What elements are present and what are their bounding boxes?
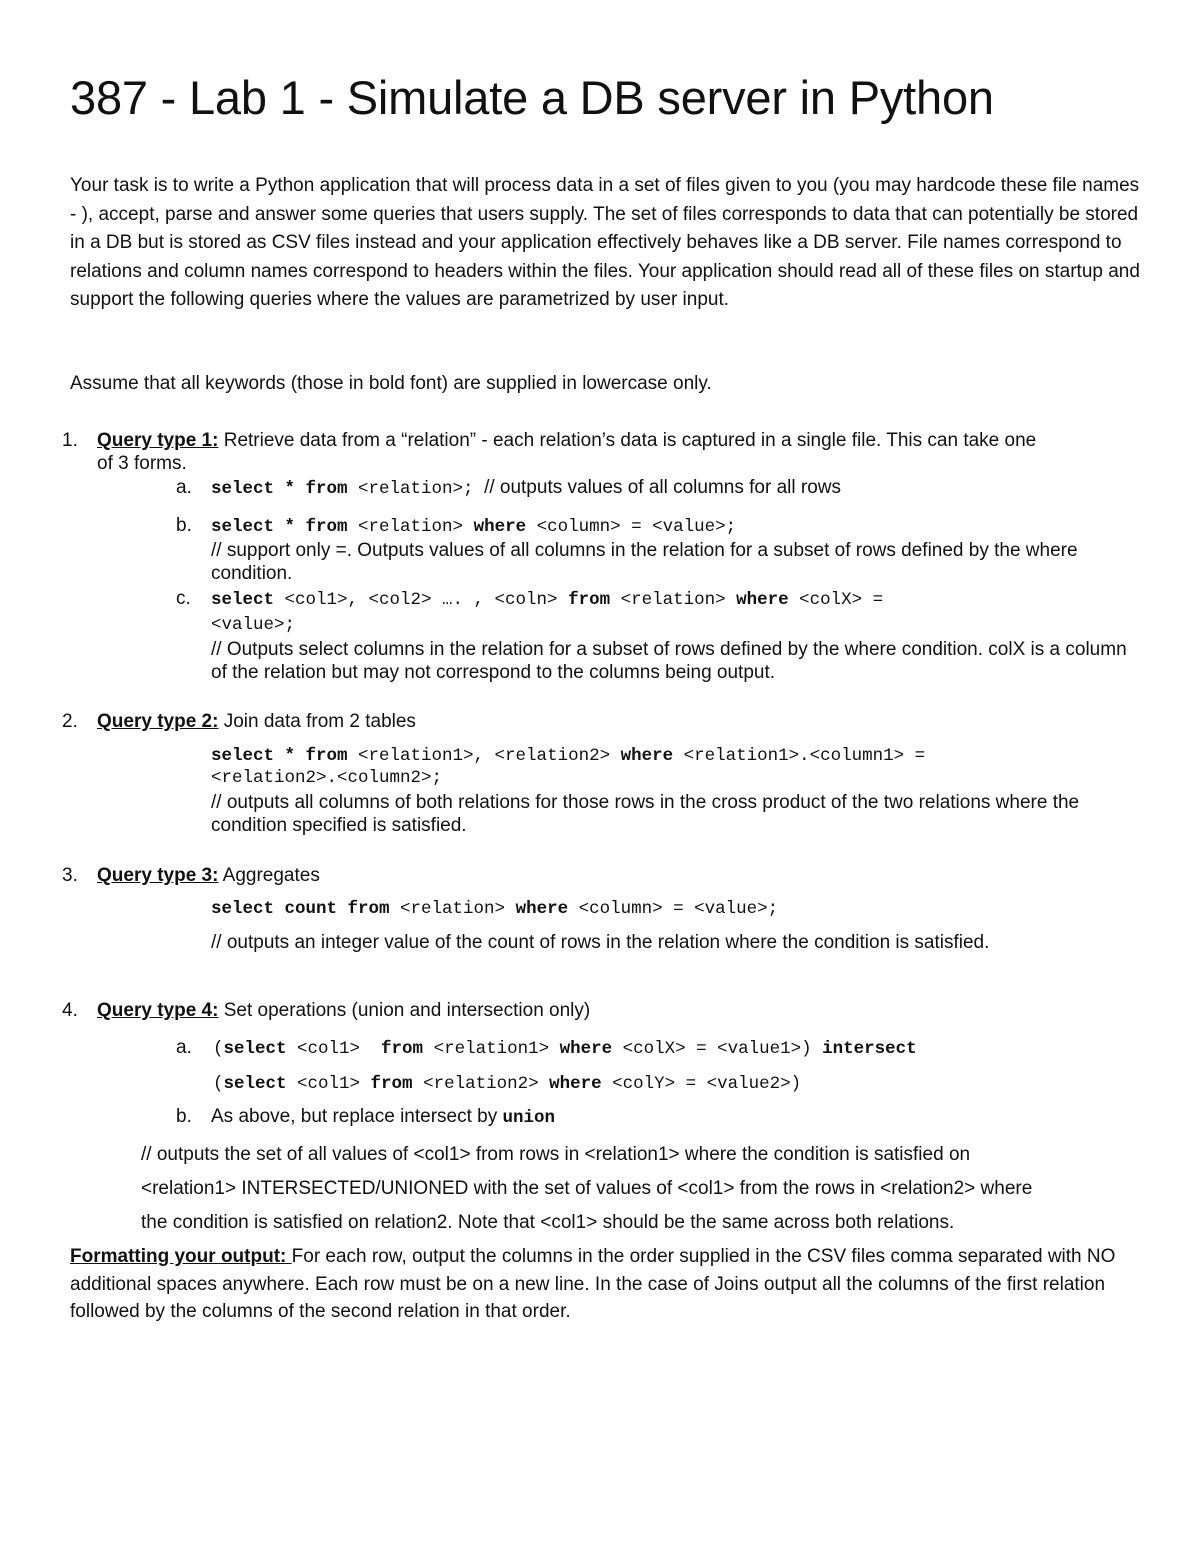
sub-marker: b. [176, 515, 192, 536]
query-label: Query type 4: [97, 1000, 219, 1021]
query-heading [97, 429, 1036, 453]
query-4b-text: As above, but replace intersect by union [211, 1106, 556, 1128]
query-description: Join data from 2 tables [218, 711, 416, 732]
query-1b-syntax: select * from <relation> where <column> = <value>; [211, 517, 737, 537]
query-heading [97, 999, 590, 1023]
query-2-syntax: select * from <relation1>, <relation2> where <relation1>.<column1> = [211, 746, 926, 766]
query-4a-syntax-cont: (select <col1> from <relation2> where <colY> = <value2>) [213, 1074, 802, 1094]
query-label: Query type 3: [97, 865, 219, 886]
formatting-text: For each row, output the columns in the order supplied in the CSV files comma separated with NO additional spaces anywhere. Each row must be on a new line. In the case of Joins output all the columns of the first relation followed by the columns of the second relation in that order. [70, 1246, 1116, 1322]
sub-marker: c. [176, 588, 191, 609]
query-heading [97, 710, 416, 734]
formatting-paragraph [70, 1243, 1140, 1326]
list-number: 3. [62, 865, 78, 886]
query-description: Set operations (union and intersection only) [218, 1000, 591, 1021]
sub-marker: b. [176, 1106, 192, 1127]
document-title: 387 - Lab 1 - Simulate a DB server in Python [70, 71, 994, 124]
formatting-label: Formatting your output: [70, 1246, 292, 1267]
sub-marker: a. [176, 1037, 192, 1058]
query-3-syntax: select count from <relation> where <column> = <value>; [211, 899, 779, 919]
query-4a-syntax: (select <col1> from <relation1> where <colX> = <value1>) intersect [213, 1039, 917, 1059]
query-4-comment-line-1: // outputs the set of all values of <col1> from rows in <relation1> where the condition is satisfied on [141, 1144, 971, 1165]
query-1a-syntax: select * from <relation>; // outputs values of all columns for all rows [211, 477, 841, 499]
query-description: Retrieve data from a “relation” - each relation’s data is captured in a single file. This can take one [218, 430, 1037, 451]
query-1c-comment: // Outputs select columns in the relation for a subset of rows defined by the where condition. colX is a column of the relation but may not correspond to the columns being output. [211, 639, 1127, 683]
query-description: Aggregates [218, 865, 320, 886]
query-1c-syntax-cont: <value>; [211, 615, 296, 635]
query-2-comment: // outputs all columns of both relations for those rows in the cross product of the two relations where the condition specified is satisfied. [211, 792, 1080, 836]
intro-paragraph: Your task is to write a Python application that will process data in a set of files given to you (you may hardcode these file names - ), accept, parse and answer some queries that users supply. The set of files corresponds to data that can potentially be stored in a DB but is stored as CSV files instead and your application effectively behaves like a DB server. File names correspond to relations and column names correspond to headers within the files. Your application should read all of these files on startup and support the following queries where the values are parametrized by user input. [70, 175, 1140, 311]
assumption-paragraph: Assume that all keywords (those in bold font) are supplied in lowercase only. [70, 373, 712, 394]
query-3-comment: // outputs an integer value of the count of rows in the relation where the condition is satisfied. [211, 932, 990, 953]
query-2-syntax-cont: <relation2>.<column2>; [211, 768, 443, 788]
query-label: Query type 2: [97, 711, 219, 732]
query-1b-comment: // support only =. Outputs values of all columns in the relation for a subset of rows defined by the where condition. [211, 540, 1078, 584]
query-4-comment-line-2: <relation1> INTERSECTED/UNIONED with the set of values of <col1> from the rows in <relation2> where [141, 1178, 1033, 1199]
sub-marker: a. [176, 477, 192, 498]
query-heading [97, 864, 320, 888]
list-number: 4. [62, 1000, 78, 1021]
query-description-cont: of 3 forms. [97, 453, 187, 474]
list-number: 2. [62, 711, 78, 732]
query-4-comment-line-3: the condition is satisfied on relation2. Note that <col1> should be the same across both relations. [141, 1212, 955, 1233]
query-1c-syntax: select <col1>, <col2> …. , <coln> from <relation> where <colX> = [211, 590, 884, 610]
list-number: 1. [62, 430, 78, 451]
query-label: Query type 1: [97, 430, 219, 451]
